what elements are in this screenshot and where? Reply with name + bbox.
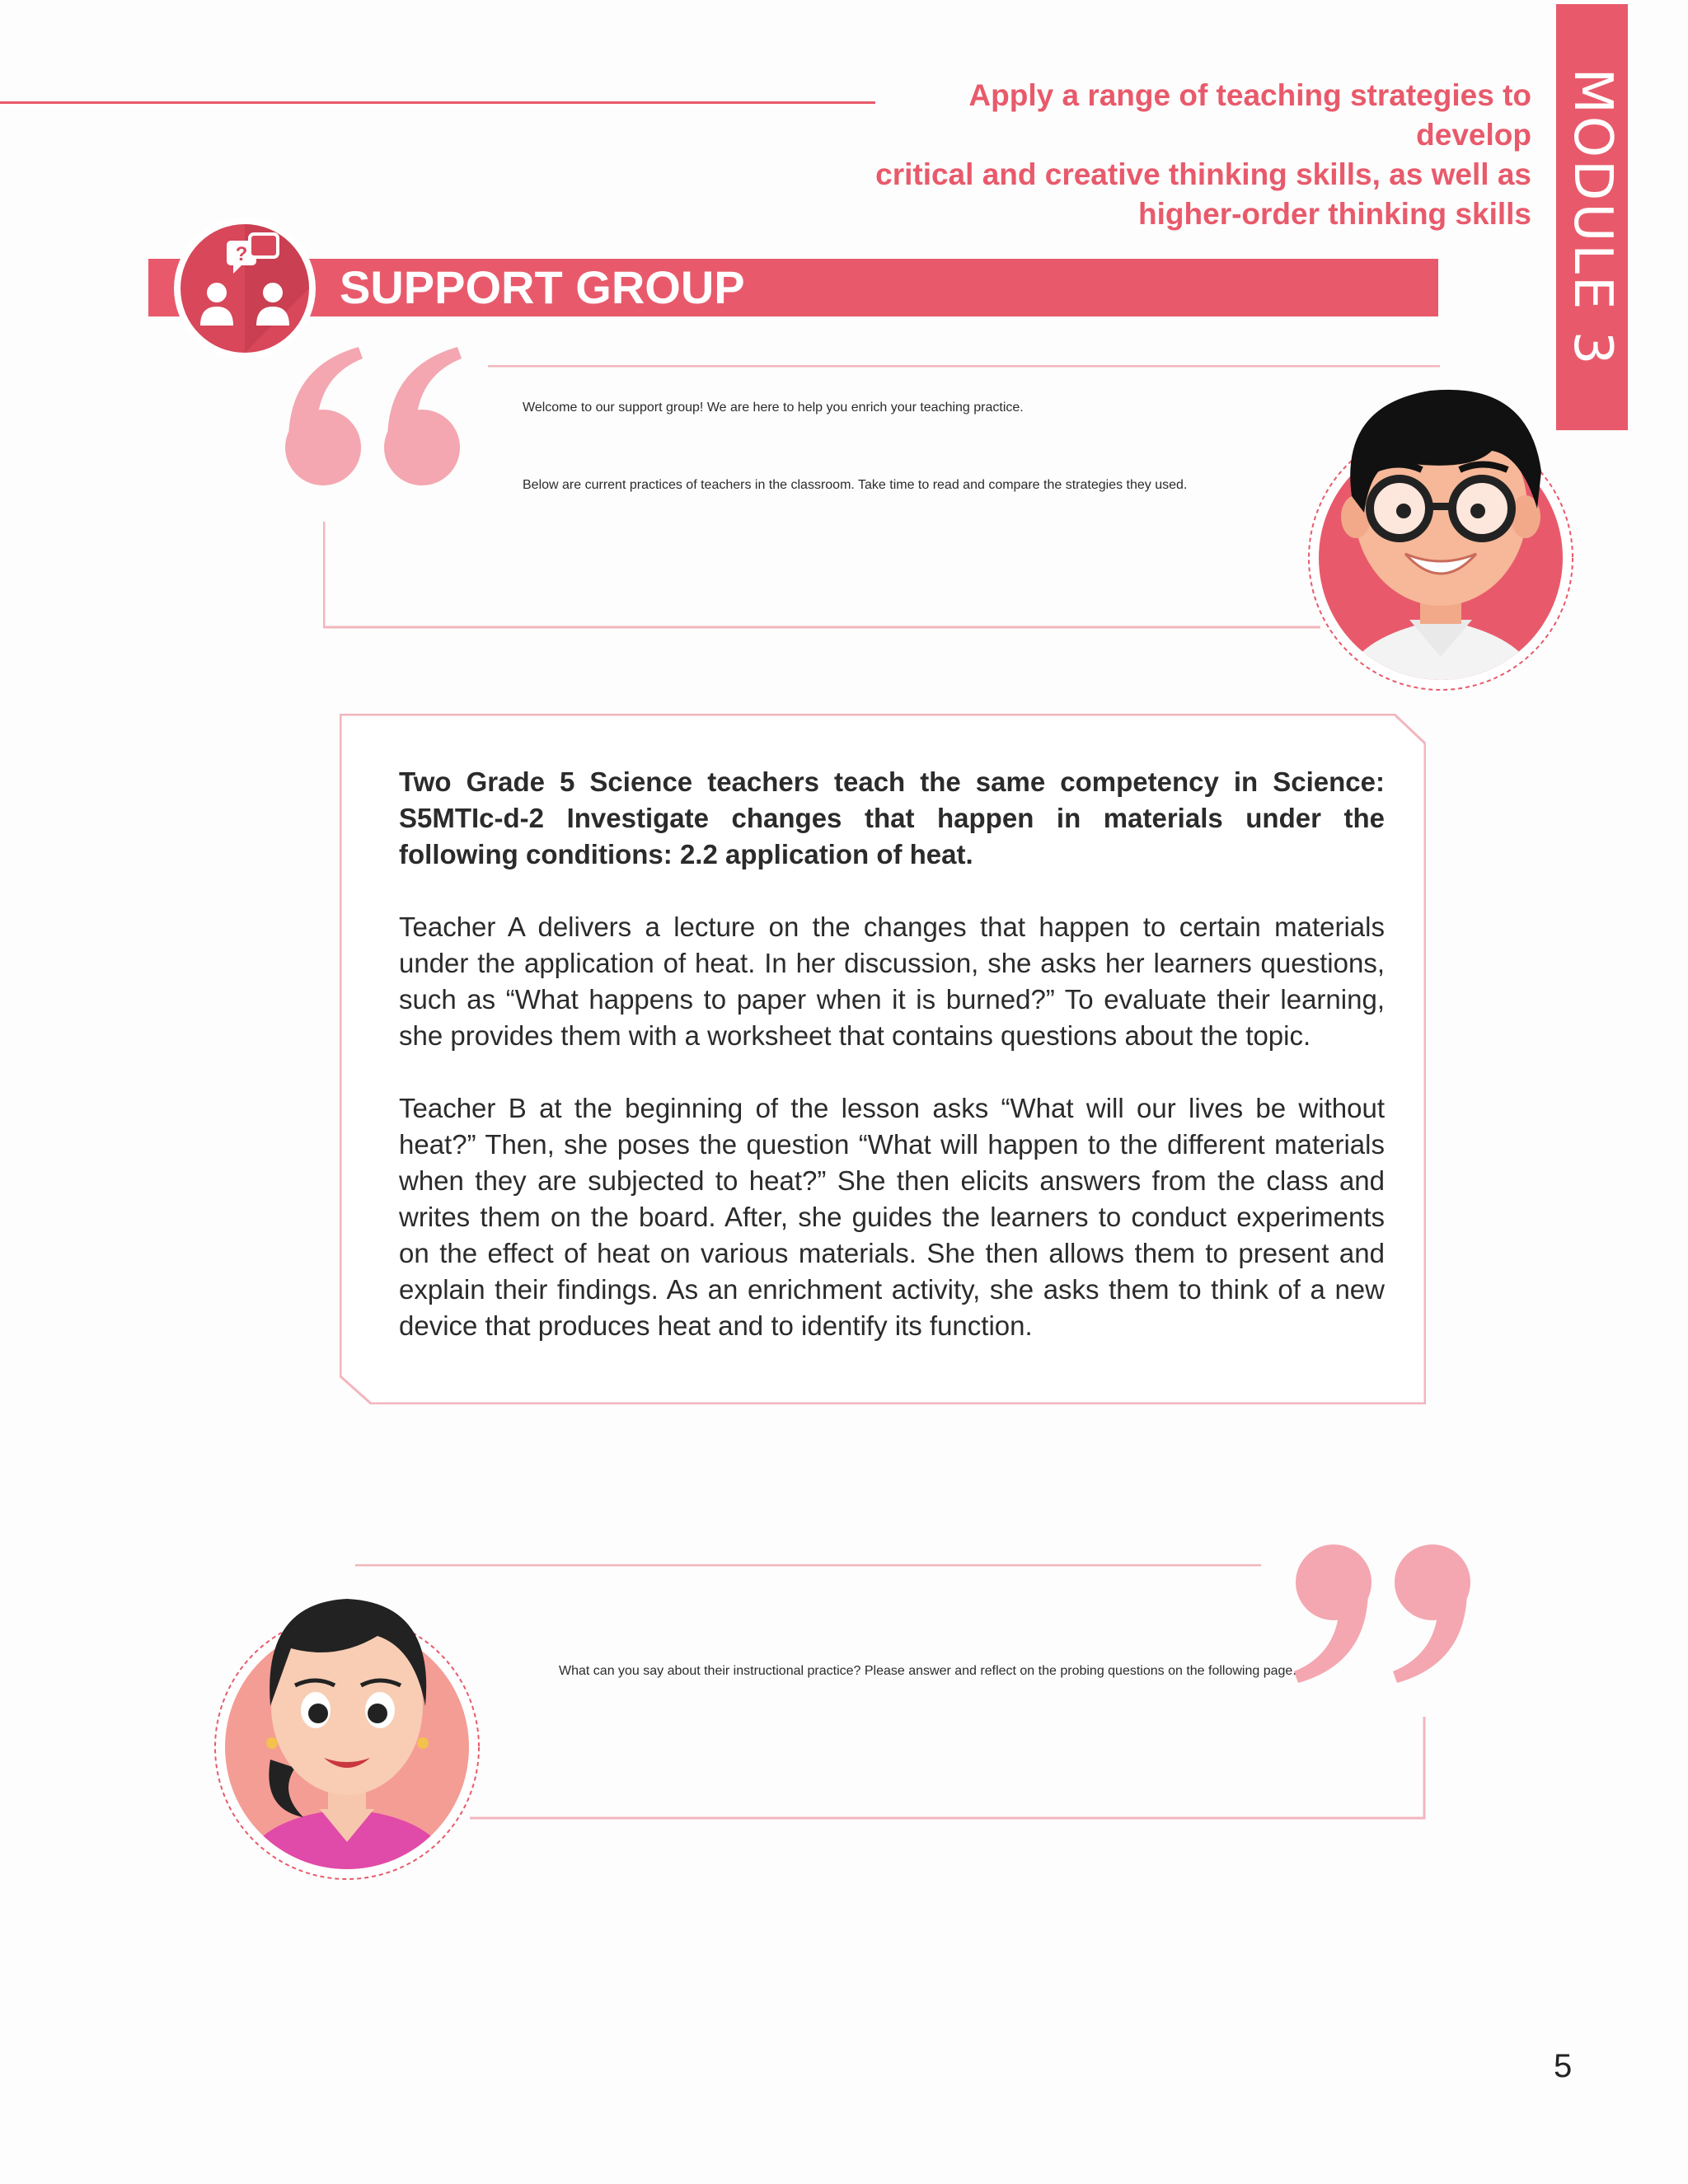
subtitle-line: critical and creative thinking skills, as well as [875, 157, 1531, 191]
module-tab [1556, 4, 1628, 430]
section-title: SUPPORT GROUP [340, 261, 745, 313]
close-quote-icon [1286, 1540, 1475, 1688]
header-rule [0, 101, 875, 104]
module-subtitle [856, 76, 1531, 234]
intro-text [473, 387, 1297, 506]
male-teacher-avatar [1306, 373, 1574, 694]
support-group-icon [171, 214, 319, 363]
subtitle-line: higher-order thinking skills [1138, 197, 1531, 231]
scenario-heading: Two Grade 5 Science teachers teach the same competency in Science: S5MTIc-d-2 Investigate changes that happen in materials under the following conditions: 2.2 application of heat. [399, 766, 1385, 869]
module-label: MODULE 3 [1561, 68, 1623, 367]
svg-text:?: ? [235, 243, 248, 265]
closing-speech-box [354, 1564, 1426, 1820]
teacher-b-paragraph: Teacher B at the beginning of the lesson asks “What will our lives be without heat?” Then, she poses the question “What will happen to the different materials when they are subjected to heat?” She then elicits answers from the class and writes them on the board. After, she guides the learners to conduct experiments on the effect of heat on various materials. She then allows them to present and explain their findings. As an enrichment activity, she asks them to think of a new device that produces heat and to identify its function. [399, 1093, 1385, 1341]
intro-paragraph: Below are current practices of teachers in the classroom. Take time to read and compare the strategies they used. [523, 478, 1188, 492]
subtitle-line: Apply a range of teaching strategies to develop [968, 78, 1531, 152]
closing-text-wrap [509, 1651, 1301, 1692]
female-teacher-avatar [213, 1570, 481, 1883]
page-number: 5 [1554, 2048, 1573, 2084]
intro-paragraph: Welcome to our support group! We are here to help you enrich your teaching practice. [523, 401, 1024, 415]
scenario-text [399, 764, 1385, 1344]
teacher-a-paragraph: Teacher A delivers a lecture on the changes that happen to certain materials under the application of heat. In her discussion, she asks her learners questions, such as “What happens to paper when it is burned?” To evaluate their learning, she provides them with a worksheet that contains questions about the topic. [399, 912, 1385, 1051]
open-quote-icon [280, 342, 470, 490]
closing-text: What can you say about their instructional practice? Please answer and reflect on the probing questions on the following page. [559, 1664, 1296, 1678]
